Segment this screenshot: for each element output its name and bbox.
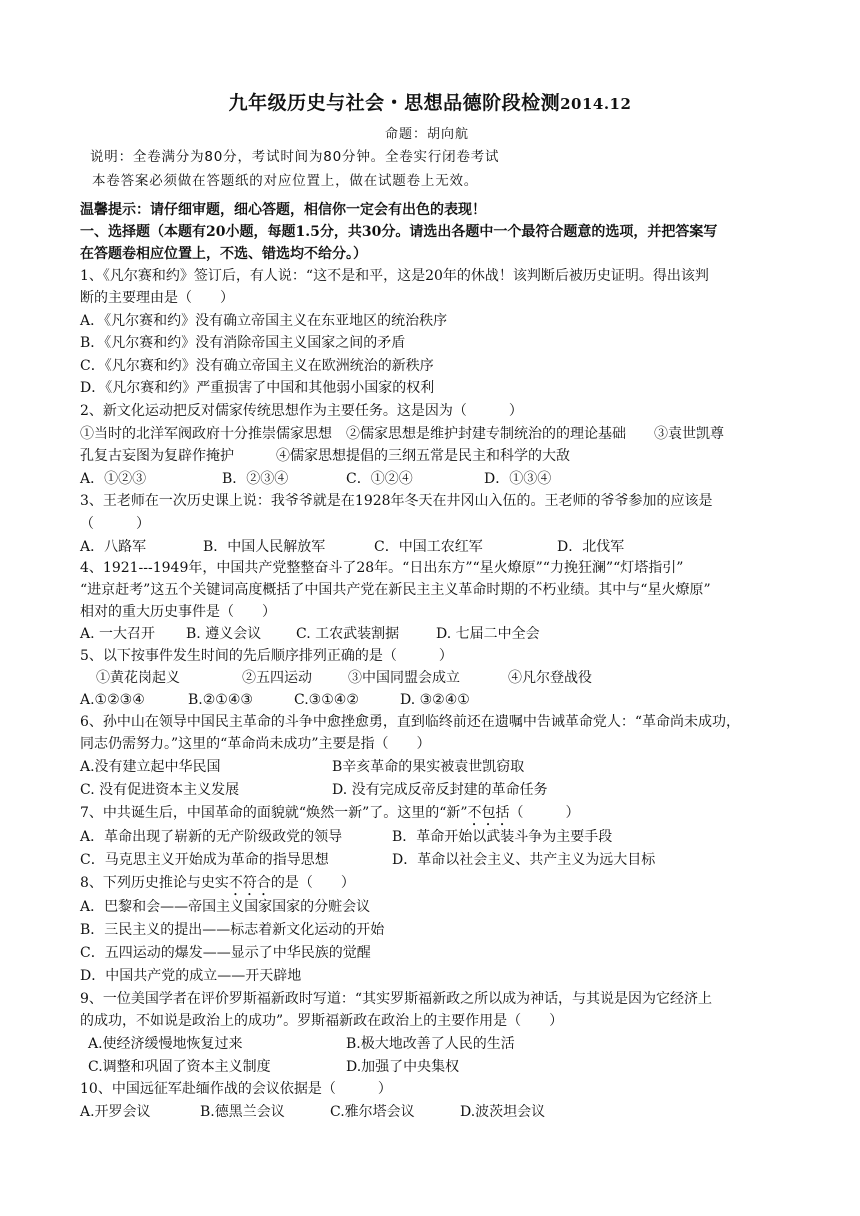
- q8-stem-bracket: 的是（ ）: [270, 875, 355, 891]
- q10-option-c: C.雅尔塔会议: [330, 1104, 415, 1120]
- q8-option-c: C．五四运动的爆发——显示了中华民族的觉醒: [80, 945, 371, 961]
- page-title: [0, 88, 860, 115]
- q8-option-b: B．三民主义的提出——标志着新文化运动的开始: [80, 922, 385, 938]
- section-heading-line-2: 在答题卷相应位置上，不选、错选均不给分。）: [80, 246, 367, 262]
- q9-option-d: D.加强了中央集权: [346, 1059, 460, 1075]
- q3-option-c: C．中国工农红军: [374, 539, 483, 555]
- q7-option-b: B．革命开始以武装斗争为主要手段: [392, 829, 613, 845]
- q4-option-c: C. 工农武装割据: [296, 626, 400, 642]
- q2-items-line-1: ①当时的北洋军阀政府十分推崇儒家思想 ②儒家思想是维护封建专制统治的的理论基础 ③袁世凯尊: [80, 426, 724, 442]
- q5-option-a: A.①②③④: [80, 692, 145, 708]
- q6-option-c: C. 没有促进资本主义发展: [80, 782, 240, 798]
- q10-option-a: A.开罗会议: [80, 1104, 151, 1120]
- q5-item-4: ④凡尔登战役: [508, 670, 592, 686]
- q10-option-b: B.德黑兰会议: [200, 1104, 285, 1120]
- q3-option-a: A．八路军: [80, 539, 147, 555]
- q7-stem: [80, 802, 780, 829]
- note-line-1: 说明：全卷满分为80分，考试时间为80分钟。全卷实行闭卷考试: [90, 149, 500, 165]
- q3-stem-line-2: （ ）: [80, 516, 150, 532]
- q2-stem: 2、新文化运动把反对儒家传统思想作为主要任务。这是因为（ ）: [80, 403, 523, 419]
- q5-item-2: ②五四运动: [242, 670, 312, 686]
- q4-option-b: B. 遵义会议: [186, 626, 262, 642]
- q2-option-a: A．①②③: [80, 471, 147, 487]
- author-line: 命题：胡向航: [385, 127, 470, 142]
- q7-emphasis: 不包括: [467, 805, 510, 821]
- q6-stem-line-1: 6、孙中山在领导中国民主革命的斗争中愈挫愈勇，直到临终前还在遗嘱中告诫革命党人：“革命尚未成功，: [80, 714, 741, 730]
- q7-stem-bracket: （ ）: [509, 805, 580, 821]
- q5-item-3: ③中国同盟会成立: [348, 670, 460, 686]
- q8-stem-text: 8、下列历史推论与史实: [80, 875, 229, 891]
- q6-stem-line-2: 同志仍需努力。”这里的“革命尚未成功”主要是指（ ）: [80, 736, 431, 752]
- q1-stem-line-1: 1、《凡尔赛和约》签订后，有人说：“这不是和平，这是20年的休战！该判断后被历史证明。得出该判: [80, 268, 709, 284]
- q9-option-c: C.调整和巩固了资本主义制度: [88, 1059, 271, 1075]
- q3-option-b: B．中国人民解放军: [203, 539, 326, 555]
- q9-stem-line-1: 9、一位美国学者在评价罗斯福新政时写道：“其实罗斯福新政之所以成为神话，与其说是因为它经济上: [80, 991, 713, 1007]
- q2-option-b: B．②③④: [222, 471, 289, 487]
- q4-option-d: D. 七届二中全会: [436, 626, 540, 642]
- title-date: 2014.12: [560, 95, 632, 113]
- note-line-2: 本卷答案必须做在答题纸的对应位置上，做在试题卷上无效。: [92, 173, 479, 189]
- q9-stem-line-2: 的成功，不如说是政治上的成功”。罗斯福新政在政治上的主要作用是（ ）: [80, 1013, 564, 1029]
- section-heading-line-1: 一、选择题（本题有20小题，每题1.5分，共30分。请选出各题中一个最符合题意的选项，并把答案写: [80, 224, 718, 240]
- q9-option-a: A.使经济缓慢地恢复过来: [88, 1036, 243, 1052]
- q3-stem-line-1: 3、王老师在一次历史课上说：我爷爷就是在1928年冬天在井冈山入伍的。王老师的爷爷参加的应该是: [80, 493, 713, 509]
- q5-option-c: C.③①④②: [294, 692, 359, 708]
- q1-option-d: D．《凡尔赛和约》严重损害了中国和其他弱小国家的权利: [80, 380, 435, 396]
- q5-stem: 5、以下按事件发生时间的先后顺序排列正确的是（ ）: [80, 648, 453, 664]
- q5-option-b: B.②①④③: [188, 692, 253, 708]
- q7-stem-text: 7、中共诞生后，中国革命的面貌就“焕然一新”了。这里的“新”: [80, 805, 468, 821]
- q4-stem-line-3: 相对的重大历史事件是（ ）: [80, 604, 276, 620]
- q5-item-1: ①黄花岗起义: [96, 670, 180, 686]
- q2-option-c: C．①②④: [346, 471, 413, 487]
- q9-option-b: B.极大地改善了人民的生活: [346, 1036, 515, 1052]
- q4-stem-line-2: “进京赶考”这五个关键词高度概括了中国共产党在新民主主义革命时期的不朽业绩。其中与“星火燎原”: [80, 582, 711, 598]
- q2-items-line-2: 孔复古妄图为复辟作掩护 ④儒家思想提倡的三纲五常是民主和科学的大敌: [80, 448, 570, 464]
- q7-option-a: A．革命出现了崭新的无产阶级政党的领导: [80, 829, 343, 845]
- q1-stem-line-2: 断的主要理由是（ ）: [80, 290, 234, 306]
- q8-emphasis: 不符合: [228, 875, 271, 891]
- q10-stem: 10、中国远征军赴缅作战的会议依据是（ ）: [80, 1081, 392, 1097]
- q6-option-b: B辛亥革命的果实被袁世凯窃取: [332, 759, 525, 775]
- q5-option-d: D. ③②④①: [400, 692, 470, 708]
- q7-option-c: C．马克思主义开始成为革命的指导思想: [80, 852, 329, 868]
- q7-option-d: D．革命以社会主义、共产主义为远大目标: [392, 852, 656, 868]
- q1-option-c: C．《凡尔赛和约》没有确立帝国主义在欧洲统治的新秩序: [80, 358, 434, 374]
- q10-option-d: D.波茨坦会议: [460, 1104, 546, 1120]
- q4-option-a: A. 一大召开: [80, 626, 156, 642]
- q1-option-b: B．《凡尔赛和约》没有消除帝国主义国家之间的矛盾: [80, 335, 406, 351]
- q8-option-a: A．巴黎和会——帝国主义国家国家的分赃会议: [80, 899, 371, 915]
- q8-option-d: D．中国共产党的成立——开天辟地: [80, 968, 302, 984]
- q3-option-d: D．北伐军: [557, 539, 625, 555]
- q8-stem: [80, 872, 780, 899]
- q2-option-d: D．①③④: [484, 471, 552, 487]
- tip-line: 温馨提示：请仔细审题，细心答题，相信你一定会有出色的表现！: [80, 202, 486, 218]
- q6-option-a: A.没有建立起中华民国: [80, 759, 221, 775]
- title-text: 九年级历史与社会・思想品德阶段检测: [228, 92, 561, 114]
- q4-stem-line-1: 4、1921---1949年，中国共产党整整奋斗了28年。“日出东方”“星火燎原”“力挽狂澜”“灯塔指引”: [80, 560, 684, 576]
- q1-option-a: A．《凡尔赛和约》没有确立帝国主义在东亚地区的统治秩序: [80, 313, 448, 329]
- q6-option-d: D. 没有完成反帝反封建的革命任务: [332, 782, 548, 798]
